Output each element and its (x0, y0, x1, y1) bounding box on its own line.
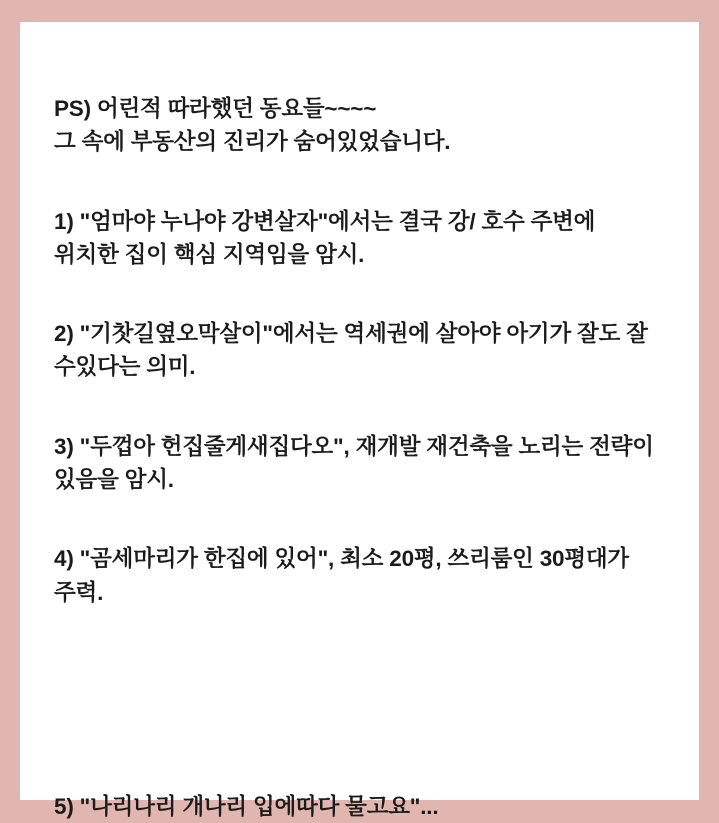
clipped-next-line: 5) "나리나리 개나리 입에따다 물고요"... (54, 794, 439, 819)
list-item: 2) "기찻길옆오막살이"에서는 역세권에 살아야 아기가 잘도 잘 수있다는 의미. (54, 321, 648, 380)
list-item: 3) "두껍아 헌집줄게새집다오", 재개발 재건축을 노리는 전략이 있음을 암시. (54, 433, 654, 493)
intro-line-1: PS) 어린적 따라했던 동요들~~~~ (54, 96, 377, 121)
list-item: 1) "엄마야 누나야 강변살자"에서는 결국 강/ 호수 주변에 위치한 집이 핵심 지역임을 암시. (54, 208, 596, 267)
document-body (20, 22, 699, 609)
list-item: 4) "곰세마리가 한집에 있어", 최소 20평, 쓰리룸인 30평대가 주력. (54, 546, 629, 605)
intro-line-2: 그 속에 부동산의 진리가 숨어있었습니다. (54, 129, 451, 155)
text-card (20, 22, 699, 819)
